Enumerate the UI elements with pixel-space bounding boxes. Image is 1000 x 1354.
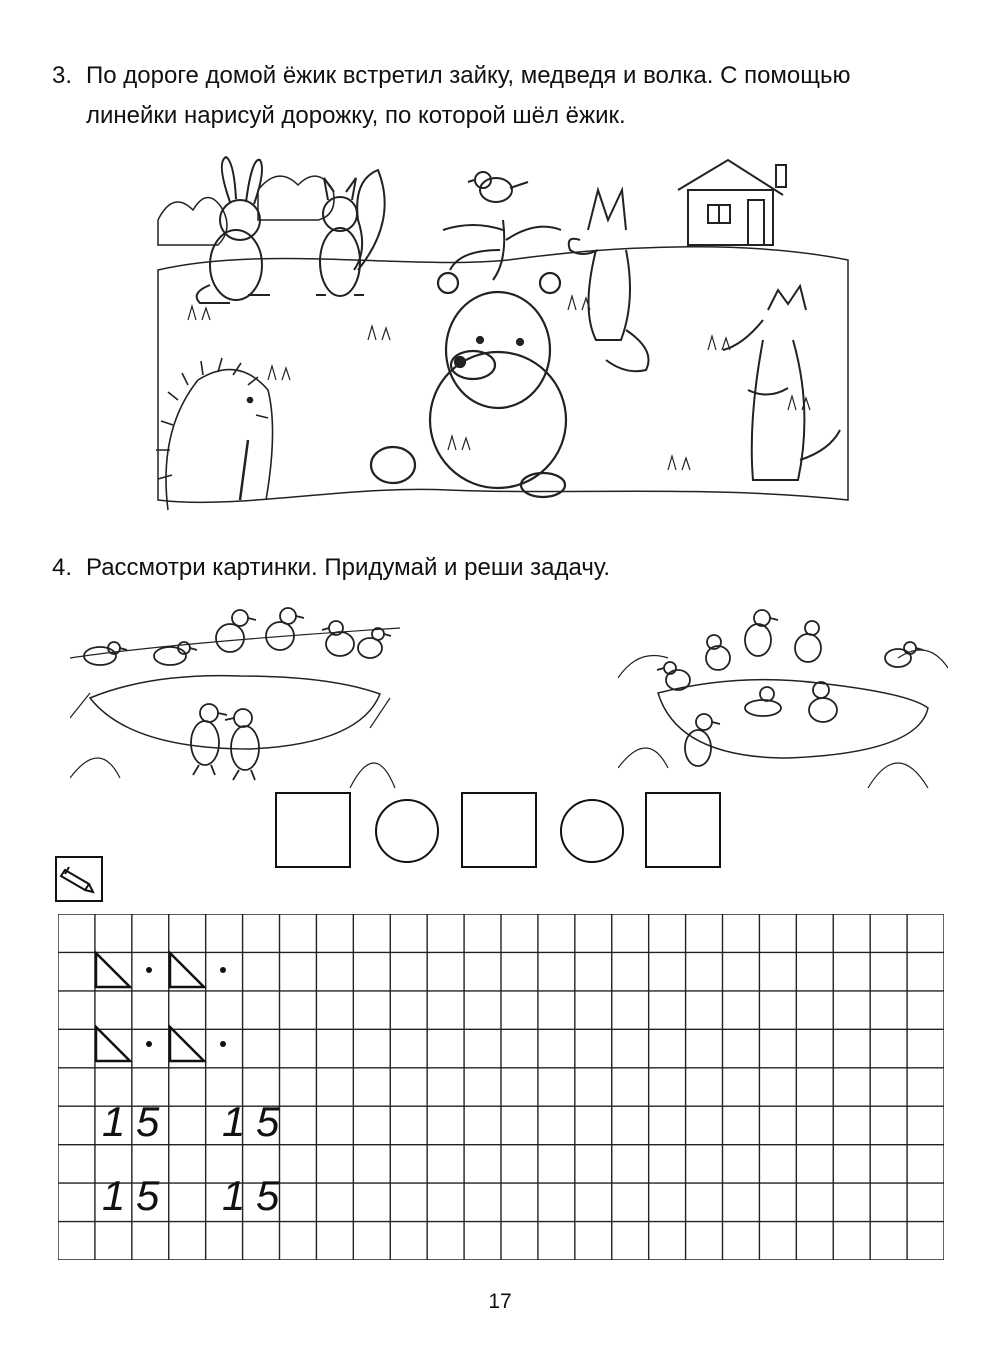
page-number: 17	[488, 1290, 512, 1313]
hare-icon	[197, 157, 270, 303]
task-text-line: линейки нарисуй дорожку, по которой шёл ёжик.	[86, 102, 626, 129]
task-3	[52, 56, 972, 136]
dot-icon	[220, 1041, 226, 1047]
triangle-right-icon	[170, 953, 204, 987]
dot-icon	[146, 967, 152, 973]
copy-digit: 1	[102, 1172, 126, 1219]
bird-icon	[443, 172, 561, 280]
pencil-badge	[55, 856, 103, 902]
triangle-right-icon	[96, 953, 130, 987]
copy-digit: 5	[256, 1098, 280, 1145]
task-number: 3.	[52, 62, 73, 89]
duckling-icon	[84, 608, 391, 780]
task-text-line: Рассмотри картинки. Придумай и реши задачу.	[86, 554, 611, 581]
bear-icon	[371, 273, 566, 497]
wolf-icon	[723, 286, 840, 480]
fox-icon	[569, 190, 649, 371]
copy-digit: 1	[222, 1172, 246, 1219]
squirrel-icon	[316, 170, 385, 296]
hedgehog-icon	[156, 358, 273, 510]
copy-digit: 5	[136, 1098, 160, 1145]
dot-icon	[146, 1041, 152, 1047]
task-number: 4.	[52, 554, 73, 581]
pencil-icon	[57, 858, 101, 900]
triangle-right-icon	[170, 1027, 204, 1061]
ducklings-pond-right-illustration	[618, 598, 948, 796]
ducklings-pond-left-illustration	[70, 598, 400, 796]
answer-box[interactable]	[275, 792, 351, 868]
copy-digit: 5	[256, 1172, 280, 1219]
forest-scene-illustration	[148, 150, 858, 522]
dot-icon	[220, 967, 226, 973]
answer-circle[interactable]	[375, 799, 439, 863]
triangle-right-icon	[96, 1027, 130, 1061]
answer-box[interactable]	[645, 792, 721, 868]
answer-circle[interactable]	[560, 799, 624, 863]
duckling-icon	[657, 610, 923, 766]
copy-digit: 5	[136, 1172, 160, 1219]
copy-digit: 1	[222, 1098, 246, 1145]
answer-shapes-row	[275, 792, 725, 870]
task-text-line: По дороге домой ёжик встретил зайку, медведя и волка. С помощью	[86, 62, 851, 89]
house-icon	[678, 160, 786, 245]
answer-box[interactable]	[461, 792, 537, 868]
copybook-grid[interactable]	[58, 914, 944, 1260]
copy-digit: 1	[102, 1098, 126, 1145]
task-4	[52, 548, 752, 588]
